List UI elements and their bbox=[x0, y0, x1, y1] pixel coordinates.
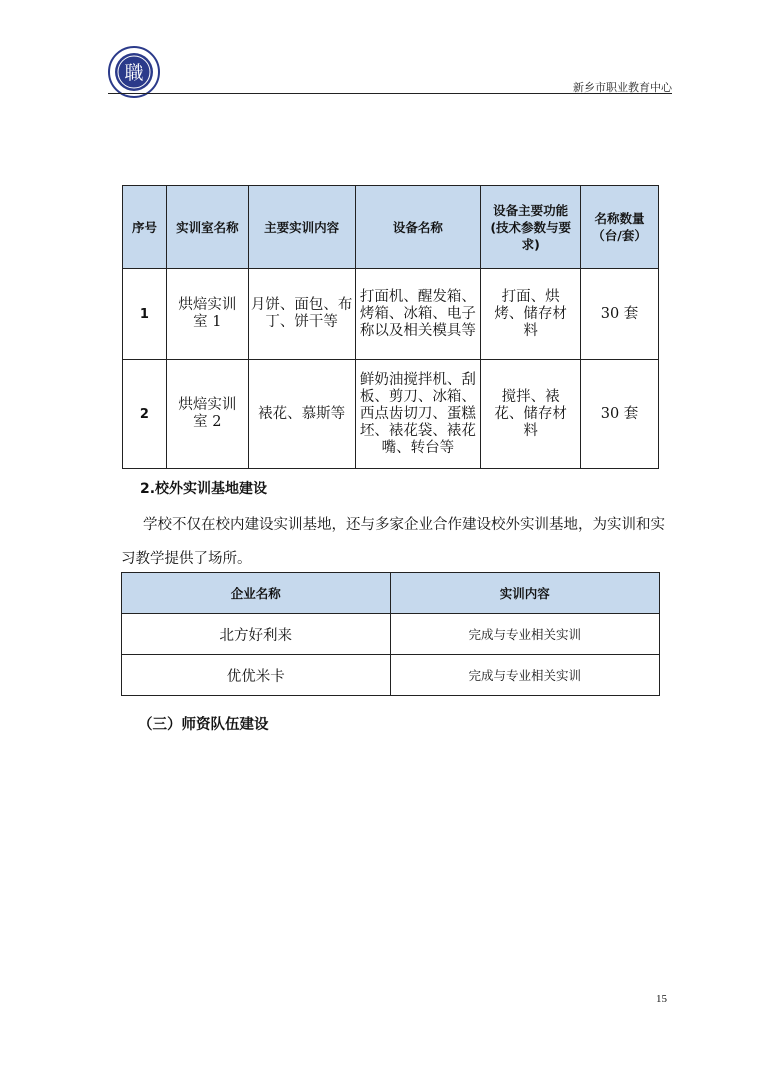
row-content: 月饼、面包、布丁、饼干等 bbox=[248, 269, 355, 360]
subsection-heading: （三）师资队伍建设 bbox=[138, 717, 269, 733]
logo-glyph: 職 bbox=[124, 62, 144, 84]
row-function: 打面、烘烤、储存材料 bbox=[481, 269, 581, 360]
row-equipment: 打面机、醒发箱、烤箱、冰箱、电子称以及相关模具等 bbox=[355, 269, 481, 360]
header-cell-no: 序号 bbox=[123, 186, 167, 269]
table-row bbox=[123, 269, 659, 360]
row-room: 烘焙实训室 2 bbox=[166, 360, 248, 469]
header-cell-content: 主要实训内容 bbox=[248, 186, 355, 269]
partner-company-table bbox=[121, 572, 660, 696]
row-company: 北方好利来 bbox=[122, 614, 391, 655]
table-row bbox=[122, 614, 660, 655]
row-content: 裱花、慕斯等 bbox=[248, 360, 355, 469]
body-paragraph: 学校不仅在校内建设实训基地，还与多家企业合作建设校外实训基地，为实训和实习教学提供了场所。 bbox=[121, 517, 665, 567]
row-training-content: 完成与专业相关实训 bbox=[390, 614, 660, 655]
table-row bbox=[123, 360, 659, 469]
training-room-table bbox=[122, 185, 659, 469]
row-room: 烘焙实训室 1 bbox=[166, 269, 248, 360]
table-header-row bbox=[122, 573, 660, 614]
row-company: 优优米卡 bbox=[122, 655, 391, 696]
row-function: 搅拌、裱花、储存材料 bbox=[481, 360, 581, 469]
header-rule bbox=[108, 93, 672, 94]
school-logo bbox=[108, 46, 160, 98]
row-qty: 30 套 bbox=[581, 269, 659, 360]
row-training-content: 完成与专业相关实训 bbox=[390, 655, 660, 696]
header-cell-function: 设备主要功能(技术参数与要求) bbox=[481, 186, 581, 269]
row-no: 2 bbox=[123, 360, 167, 469]
row-qty: 30 套 bbox=[581, 360, 659, 469]
row-no: 1 bbox=[123, 269, 167, 360]
header-organization: 新乡市职业教育中心 bbox=[573, 81, 672, 94]
header-cell-qty: 名称数量（台/套） bbox=[581, 186, 659, 269]
table-row bbox=[122, 655, 660, 696]
header-cell-training-content: 实训内容 bbox=[390, 573, 660, 614]
page-number: 15 bbox=[656, 993, 667, 1005]
section-heading: 2.校外实训基地建设 bbox=[140, 481, 268, 497]
header-cell-company: 企业名称 bbox=[122, 573, 391, 614]
table-header-row bbox=[123, 186, 659, 269]
row-equipment: 鲜奶油搅拌机、刮板、剪刀、冰箱、西点齿切刀、蛋糕坯、裱花袋、裱花嘴、转台等 bbox=[355, 360, 481, 469]
header-cell-equipment: 设备名称 bbox=[355, 186, 481, 269]
header-cell-room: 实训室名称 bbox=[166, 186, 248, 269]
